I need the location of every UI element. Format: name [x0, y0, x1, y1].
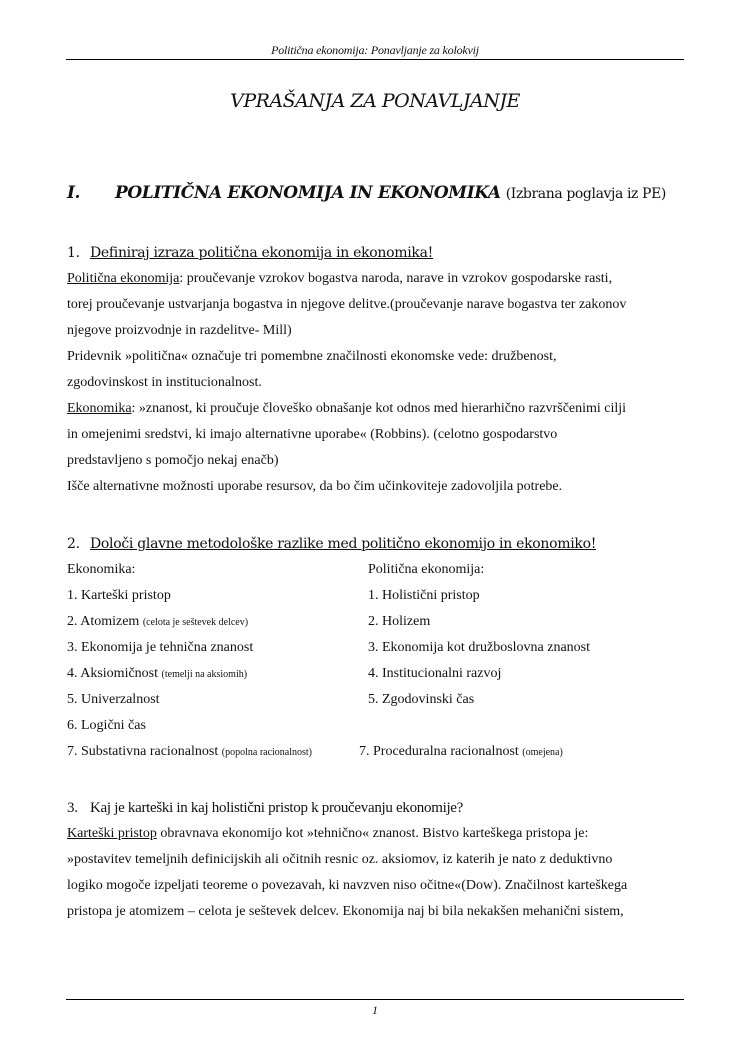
- header-rule: [66, 59, 684, 60]
- comparison-header: [67, 557, 687, 583]
- question-1-title: 1. Definiraj izraza politična ekonomija in ekonomika!: [67, 245, 433, 261]
- term: Ekonomika: [67, 401, 132, 416]
- answer-line: Politična ekonomija: proučevanje vzrokov bogastva naroda, narave in vzrokov gospodarske rasti,: [67, 271, 613, 286]
- section-title: POLITIČNA EKONOMIJA IN EKONOMIKA: [115, 183, 501, 203]
- answer-line: »postavitev temeljnih definicijskih ali očitnih resnic oz. aksiomov, iz katerih je nato z deduktivno: [67, 852, 613, 867]
- answer-line: pristopa je atomizem – celota je seštevek delcev. Ekonomija naj bi bila nekakšen mehanični sistem,: [67, 904, 624, 919]
- question-1: [67, 240, 687, 500]
- answer-line: Ekonomika: »znanost, ki proučuje človeško obnašanje kot odnos med hierarhično razvrščenimi cilji: [67, 401, 627, 416]
- section-heading: [67, 183, 666, 203]
- question-3: [67, 795, 687, 925]
- comparison-row: 2. Atomizem (celota je seštevek delcev) 2. Holizem: [67, 614, 431, 629]
- running-header: Politična ekonomija: Ponavljanje za kolokvij: [271, 43, 479, 57]
- comparison-row: 6. Logični čas: [67, 718, 146, 733]
- left-column-header: Ekonomika:: [67, 562, 136, 577]
- comparison-row: 3. Ekonomija je tehnična znanost 3. Ekonomija kot družboslovna znanost: [67, 640, 591, 655]
- page-number: 1: [372, 1003, 378, 1017]
- right-column-header: Politična ekonomija:: [368, 562, 485, 577]
- comparison-row: 5. Univerzalnost 5. Zgodovinski čas: [67, 692, 475, 707]
- answer-line: Pridevnik »politična« označuje tri pomembne značilnosti ekonomske vede: družbenost,: [67, 349, 557, 364]
- answer-line: njegove proizvodnje in razdelitve- Mill): [67, 323, 292, 338]
- question-2: [67, 531, 687, 765]
- answer-line: predstavljeno s pomočjo nekaj enačb): [67, 453, 279, 468]
- section-subtitle: (Izbrana poglavja iz PE): [505, 186, 666, 202]
- answer-line: Išče alternativne možnosti uporabe resursov, da bo čim učinkoviteje zadovoljila potrebe.: [67, 479, 563, 494]
- section-number: I.: [67, 183, 81, 203]
- comparison-row: 4. Aksiomičnost (temelji na aksiomih) 4. Institucionalni razvoj: [67, 666, 502, 681]
- answer-line: Karteški pristop obravnava ekonomijo kot »tehnično« znanost. Bistvo karteškega pristopa je:: [67, 826, 589, 841]
- answer-line: zgodovinskost in institucionalnost.: [67, 375, 262, 390]
- term: Karteški pristop: [67, 826, 157, 841]
- document-title: VPRAŠANJA ZA PONAVLJANJE: [230, 90, 520, 112]
- comparison-row: 7. Substativna racionalnost (popolna racionalnost) 7. Proceduralna racionalnost (omejena): [67, 744, 563, 759]
- term: Politična ekonomija: [67, 271, 180, 286]
- question-3-title: 3. Kaj je karteški in kaj holistični pristop k proučevanju ekonomije?: [67, 800, 464, 816]
- footer-rule: [66, 999, 684, 1000]
- answer-line: torej proučevanje ustvarjanja bogastva in njegove delitve.(proučevanje narave bogastva ter zakonov: [67, 297, 627, 312]
- answer-line: in omejenimi sredstvi, ki imajo alternativne uporabe« (Robbins). (celotno gospodarstvo: [67, 427, 558, 442]
- question-2-title: 2. Določi glavne metodološke razlike med politično ekonomijo in ekonomiko!: [67, 536, 597, 552]
- answer-line: logiko mogoče izpeljati teoreme o povezavah, ki navzven niso očitne«(Dow). Značilnost karteškega: [67, 878, 628, 893]
- comparison-row: 1. Karteški pristop 1. Holistični pristop: [67, 588, 480, 603]
